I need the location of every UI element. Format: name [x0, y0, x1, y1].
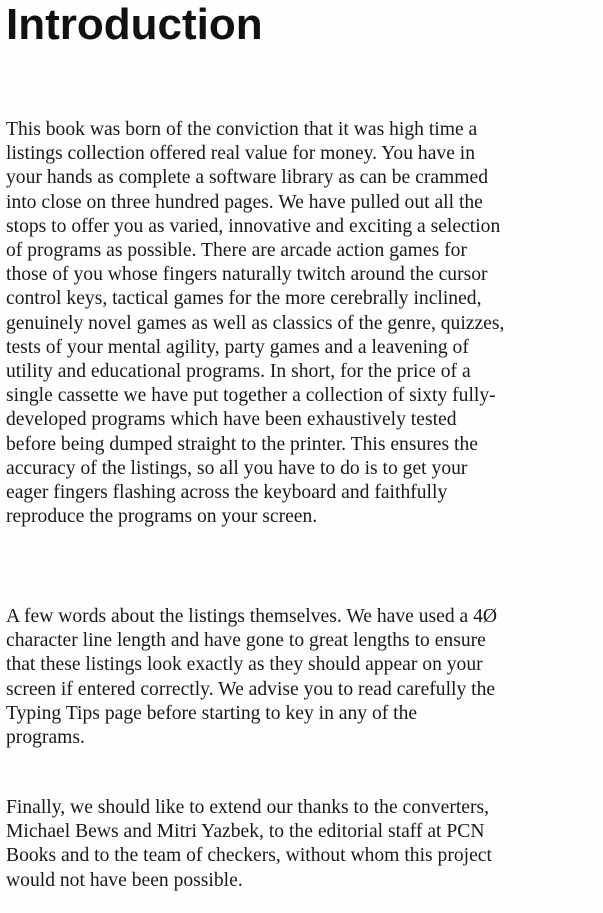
text-line: before being dumped straight to the printer. This ensures the — [6, 433, 478, 455]
text-line: your hands as complete a software library as can be crammed — [6, 167, 489, 189]
text-line: accuracy of the listings, so all you have to do is to get your — [6, 457, 468, 479]
text-line: This book was born of the conviction that it was high time a — [6, 119, 478, 140]
text-line: programs. — [6, 727, 85, 749]
text-line: Finally, we should like to extend our thanks to the converters, — [6, 797, 490, 818]
text-line: utility and educational programs. In short, for the price of a — [6, 361, 471, 383]
text-line: eager fingers flashing across the keyboard and faithfully — [6, 482, 448, 504]
page-title: Introduction — [6, 0, 263, 49]
paragraph-listings — [6, 605, 497, 750]
text-line: screen if entered correctly. We advise you to read carefully the — [6, 678, 496, 700]
text-line: character line length and have gone to great lengths to ensure — [6, 630, 486, 652]
text-line: tests of your mental agility, party games and a leavening of — [6, 336, 469, 358]
text-line: Michael Bews and Mitri Yazbek, to the editorial staff at PCN — [6, 821, 485, 843]
text-line: genuinely novel games as well as classics of the genre, quizzes, — [6, 312, 505, 334]
text-line: of programs as possible. There are arcade action games for — [6, 240, 467, 262]
text-line: stops to offer you as varied, innovative and exciting a selection — [6, 215, 501, 237]
paragraph-intro — [6, 118, 504, 529]
text-line: into close on three hundred pages. We have pulled out all the — [6, 191, 483, 213]
text-line: control keys, tactical games for the more cerebrally inclined, — [6, 288, 482, 310]
text-line: A few words about the listings themselves. We have used a 4Ø — [6, 606, 498, 627]
text-line: that these listings look exactly as they should appear on your — [6, 654, 483, 676]
text-line: developed programs which have been exhaustively tested — [6, 409, 457, 431]
text-line: Typing Tips page before starting to key in any of the — [6, 702, 418, 724]
text-line: Books and to the team of checkers, without whom this project — [6, 845, 492, 867]
text-line: single cassette we have put together a collection of sixty fully- — [6, 385, 496, 407]
text-line: those of you whose fingers naturally twitch around the cursor — [6, 264, 488, 286]
text-line: would not have been possible. — [6, 869, 243, 891]
text-line: reproduce the programs on your screen. — [6, 506, 318, 528]
text-line: listings collection offered real value for money. You have in — [6, 143, 476, 165]
paragraph-thanks — [6, 796, 492, 893]
